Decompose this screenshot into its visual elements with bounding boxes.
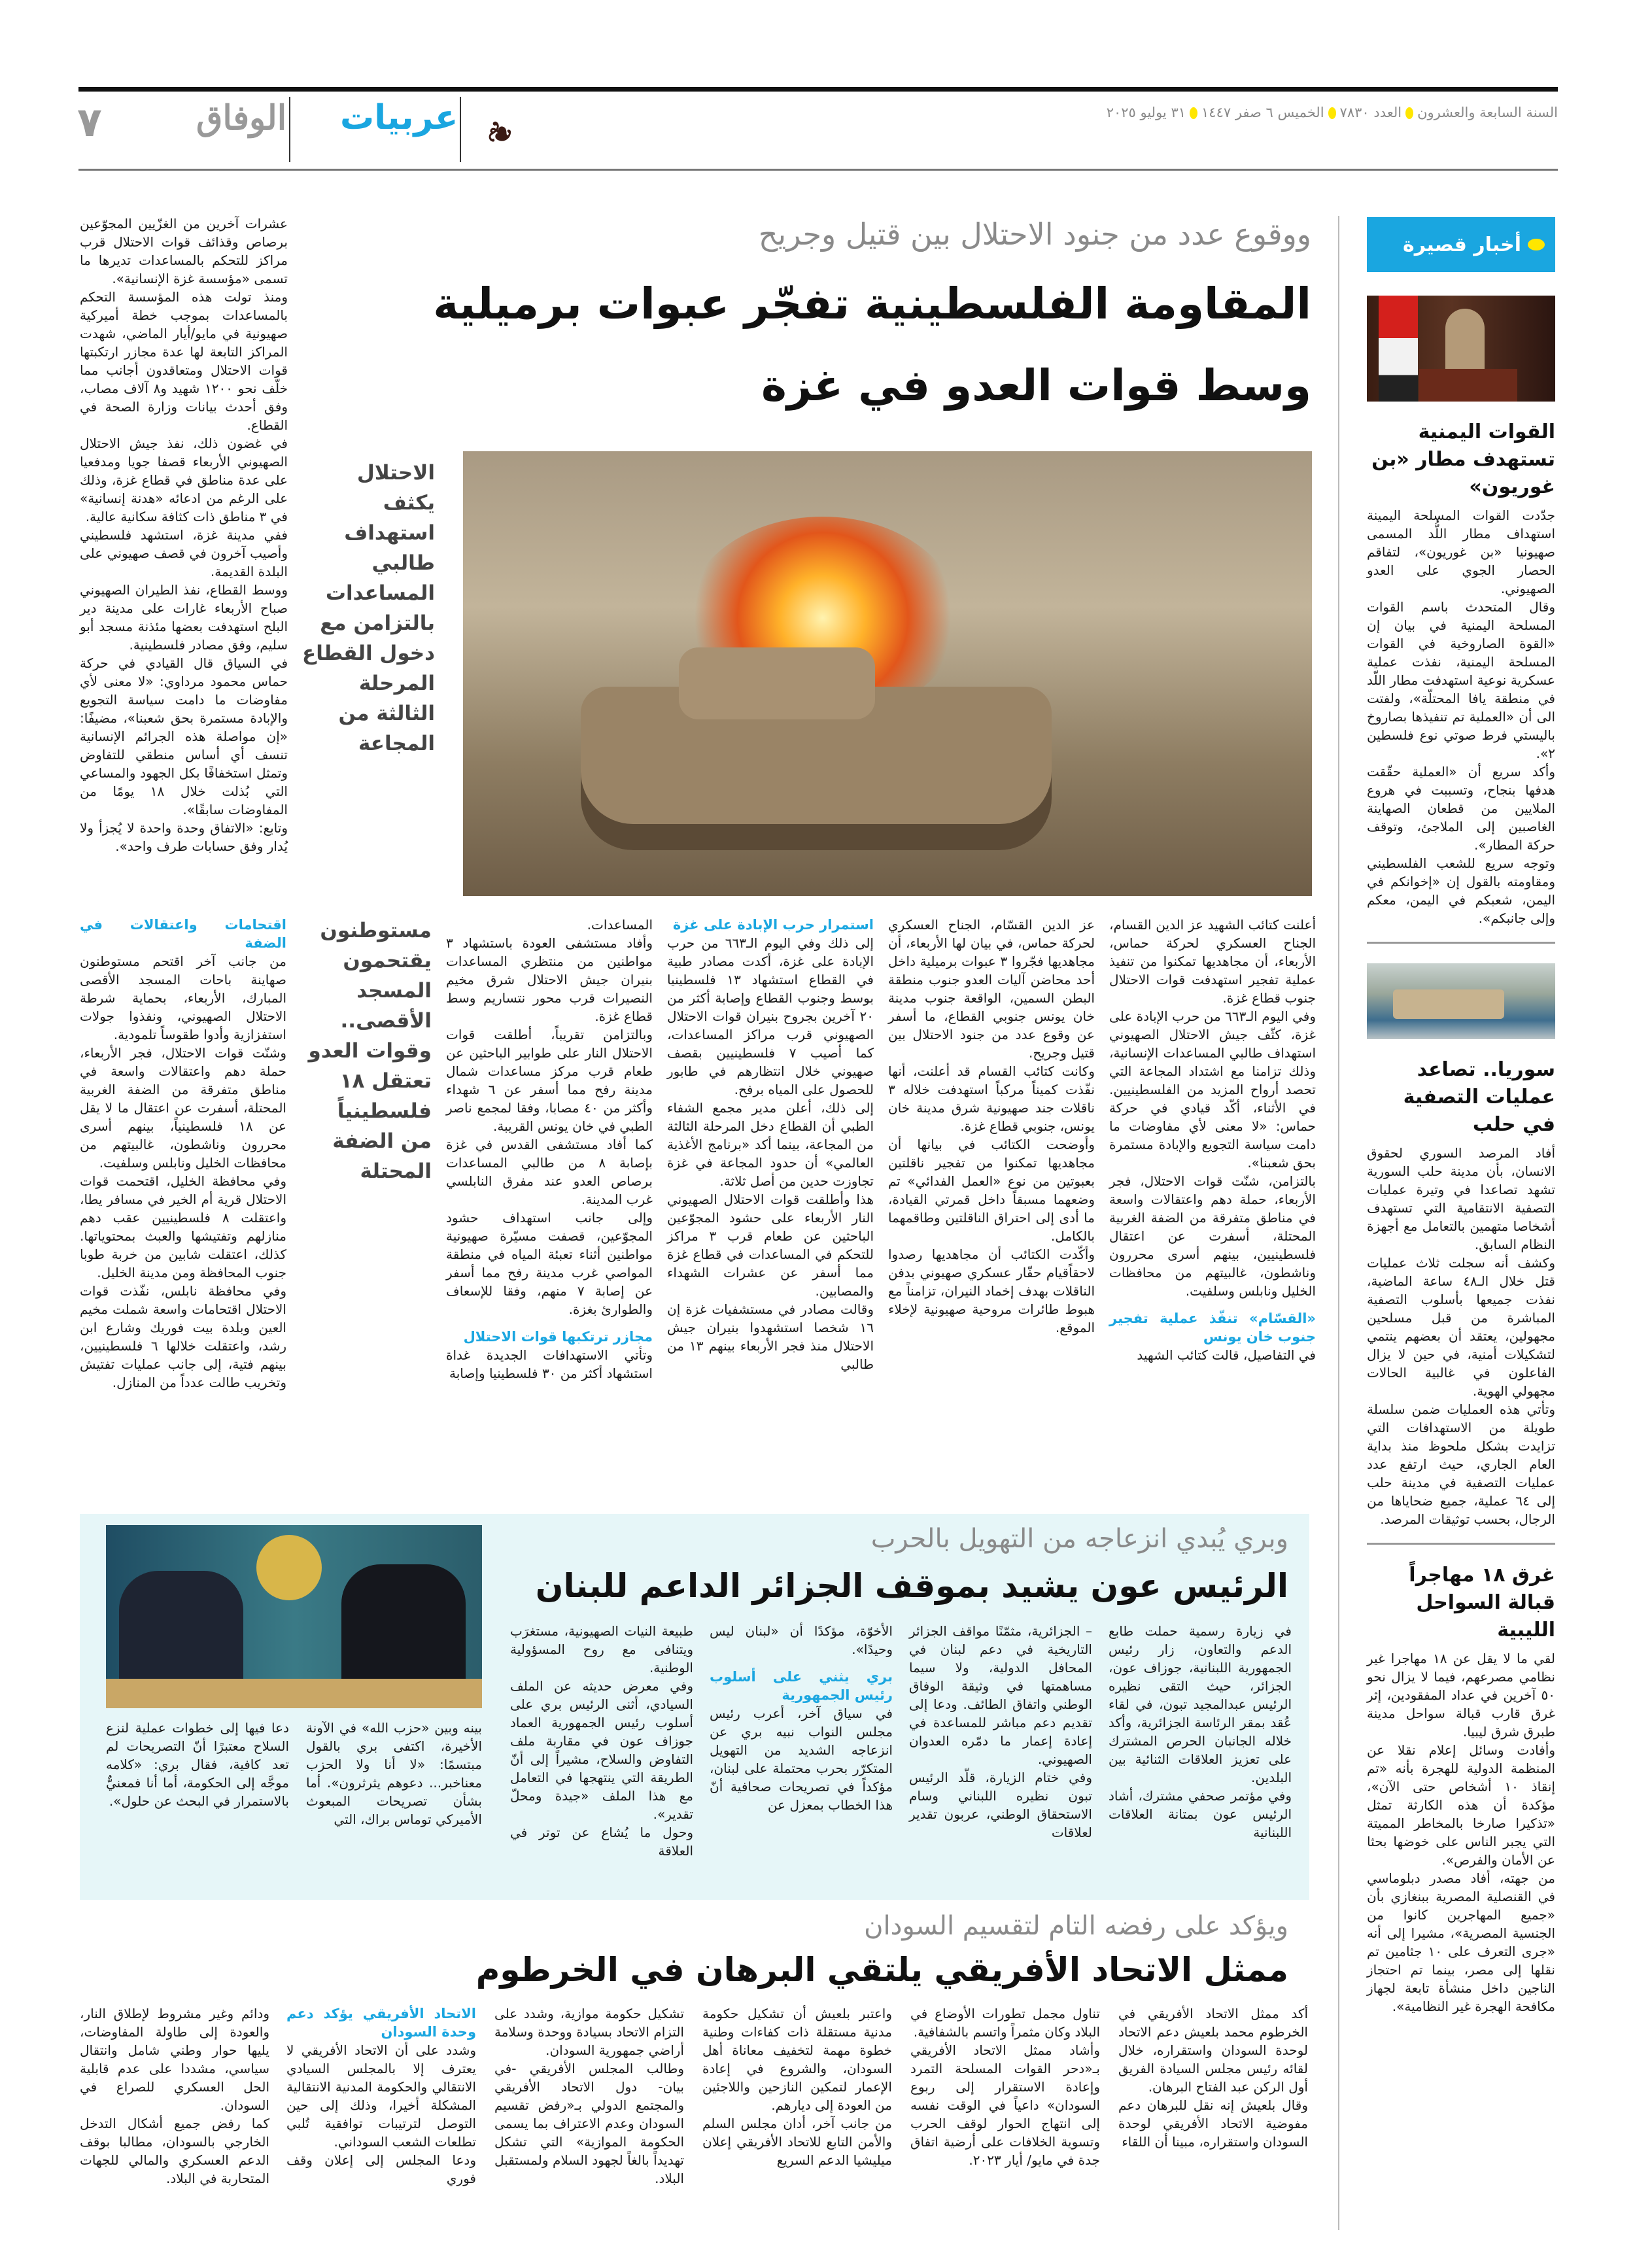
paragraph: وأشاد ممثل الاتحاد الأفريقي بـ«دحر القوات المسلحة التمرد وإعادة الاستقرار إلى ربوع السودان» داعياً في الوقت نفسه إلى انتهاج الحوار لوقف الحرب وتسوية الخلافات على أرضية اتفاق جدة في مايو/ أيار ٢٠٢٣.: [910, 2042, 1100, 2168]
table: [106, 1679, 482, 1708]
paragraph: المساعدات.: [587, 917, 653, 933]
paragraph: دعا فيها إلى خطوات عملية لنزع السلاح معتبرًا أنّ التصريحات لم تعد كافية، فقال بري: «كلامه موجَّه إلى الحكومة، أما أنا فمعنيٌّ بالاستمرار في البحث عن حلول».: [106, 1720, 289, 1809]
subheading: «القسّام» تنفّذ عملية تفجير جنوب خان يونس: [1109, 1311, 1316, 1345]
lebanon-headline: الرئيس عون يشيد بموقف الجزائر الداعم للبنان: [535, 1567, 1288, 1605]
dateline-hijri: الخميس ٦ صفر ١٤٤٧: [1201, 105, 1324, 120]
subheading: استمرار حرب الإبادة على غزة: [672, 917, 874, 933]
paragraph: وفي محافظة نابلس، نفّذت قوات الاحتلال اقتحامات واسعة شملت مخيم العين وبلدة بيت فوريك وشارع ابن رشد، واعتقلت خلالها ٦ فلسطينيين، بينهم فتية، إلى جانب عمليات تفتيش وتخريب طالت عدداً من المنازل.: [80, 1283, 286, 1390]
paragraph: وفي اليوم الـ٦٦٣ من حرب الإبادة على غزة، كثّف جيش الاحتلال الصهيوني استهداف طالبي المساعدات الإنسانية، وذلك تزامنا مع اشتداد المجاعة التي تحصد أرواح المزيد من الفلسطينيين. في الأثناء، أكّد قيادي في حركة حماس: «لا معنى لأي مفاوضات ما دامت سياسة التجويع والإبادة مستمرة بحق شعبنا».: [1109, 1008, 1316, 1171]
paragraph: وفي ختام الزيارة، قلّد الرئيس تبون نظيره اللبناني وسام الاستحقاق الوطني، عربون تقدير لعلاقات: [909, 1770, 1092, 1840]
lead-column: [80, 916, 286, 1392]
yemen-spokesman-photo: [1367, 296, 1555, 402]
paragraph: من جانب آخر اقتحم مستوطنون صهاينة باحات المسجد الأقصى المبارك، الأربعاء، بحماية شرطة الاحتلال الصهيوني، ونفذوا جولات استفزازية وأدوا طقوساً تلمودية.: [80, 954, 286, 1042]
brief-body: [1367, 1649, 1555, 2016]
podium: [1419, 369, 1517, 402]
paragraph: من جانب آخر، أدان مجلس السلم والأمن التابع للاتحاد الأفريقي إعلان ميليشيا الدعم السريع: [702, 2116, 892, 2168]
divider: [1367, 1543, 1555, 1545]
briefs-label-box: [1367, 217, 1555, 272]
paragraph: ووسط القطاع، نفذ الطيران الصهيوني صباح الأربعاء غارات على مدينة دير البلح استهدفت بعضها مئذنة مسجد أبو سليم، وفق مصادر فلسطينية.: [80, 582, 288, 653]
paragraph: وقال بلعيش إنه نقل للبرهان دعم مفوضية الاتحاد الأفريقي لوحدة السودان واستقراره، مبينا أن اللقاء: [1118, 2097, 1308, 2150]
flag-image: [1379, 296, 1418, 402]
paragraph: جدّدت القوات المسلحة اليمينة استهداف مطار اللُّد المسمى صهيونيا «بن غوريون»، لتفاقم الحصار الجوي على العدو الصهيوني.: [1367, 507, 1555, 596]
lebanon-column: [510, 1622, 693, 1860]
paragraph: لقي ما لا يقل عن ١٨ مهاجرا غير نظامي مصرعهم، فيما لا يزال نحو ٥٠ آخرين في عداد المفقودين، إثر غرق قارب قبالة سواحل مدينة طبرق شرق ليبيا.: [1367, 1651, 1555, 1740]
tank-explosion-photo: [463, 451, 1312, 896]
lebanon-column: [1109, 1622, 1292, 1842]
tank-turret: [679, 647, 875, 719]
paragraph: إلى ذلك وفي اليوم الـ٦٦٣ من حرب الإبادة على غزة، أكدت مصادر طبية في القطاع استشهاد ١٣ فلسطينيا بوسط وجنوب القطاع وإصابة أكثر من ٢٠ آخرين بجروح بنيران قوات الاحتلال الصهيوني قرب مراكز المساعدات، كما أصيب ٧ فلسطينيين بقصف صهيوني خلال انتظارهم في طابور للحصول على المياه برفح.: [667, 935, 874, 1097]
paragraph: وشدد على أن الاتحاد الأفريقي لا يعترف إلا بالمجلس السيادي الانتقالي والحكومة المدنية الانتقالية المشكلة أخيرا، وذلك إلى حين التوصل لترتيبات توافقية تُلبي تطلعات الشعب السوداني.: [286, 2042, 476, 2150]
paragraph: في زيارة رسمية حملت طابع الدعم والتعاون، زار رئيس الجمهورية اللبنانية، جوزاف عون، الجزائر، حيث التقى نظيره الرئيس عبدالمجيد تبون، في لقاء عُقد بمقر الرئاسة الجزائرية، وأكد خلاله الجانبان الحرص المشترك على تعزيز العلاقات الثنائية بين البلدين.: [1109, 1623, 1292, 1785]
lebanon-column: [106, 1719, 289, 1810]
paragraph: وشنّت قوات الاحتلال، فجر الأربعاء، حملة دهم واعتقالات واسعة في مناطق متفرقة من الضفة الغربية المحتلة، أسفرت عن اعتقال ما لا يقل عن ١٨ فلسطينياً، بينهم أسرى محررون وناشطون، غالبيتهم من محافظات الخليل ونابلس وسلفيت.: [80, 1045, 287, 1171]
paragraph: ودعا المجلس إلى إعلان وقف فوري: [286, 2152, 476, 2186]
sudan-column: [1118, 2004, 1308, 2151]
lebanon-column: [306, 1719, 482, 1829]
lebanon-kicker: وبري يُبدي انزعاجه من التهويل بالحرب: [870, 1524, 1288, 1554]
paragraph: بينه وبين «حزب الله» في الآونة الأخيرة، اكتفى بري بالقول مبتسمًا: «لا أنا ولا الحزب معناخبر... دعوهم يثرثرون». أما بشأن تصريحات المبعوث الأميركي توماس براك، التي: [306, 1720, 482, 1827]
paragraph: وقال المتحدث باسم القوات المسلحة اليمنية في بيان إن «القوة الصاروخية في القوات المسلحة اليمنية، نفذت عملية عسكرية نوعية استهدفت مطار اللّد في منطقة يافا المحتلّة»، ولفتت الى أن «العملية تم تنفيذها بصاروخ باليستي فرط صوتي نوع فلسطين ٢».: [1367, 599, 1555, 761]
paragraph: عز الدين القسّام، الجناح العسكري لحركة حماس، في بيان لها الأربعاء، أن مجاهديها فجّروا ٣ عبوات برميلية داخل أحد محاضن آليات العدو جنوب منطقة البطن السمين، الواقعة جنوب مدينة خان يونس جنوبي القطاع، ما أسفر عن وقوع عدد من جنود الاحتلال بين قتيل وجريح.: [888, 917, 1095, 1061]
person-left: [119, 1571, 243, 1682]
paragraph: وفي محافظة الخليل، اقتحمت قوات الاحتلال قرية أم الخير في مسافر يطا، واعتقلت ٨ فلسطينيين عقب دهم منازلهم وتفتيشها والعبث بمحتوياتها. كذلك، اعتقلت شابين من خربة طوبا جنوب المحافظة ومن مدينة الخليل.: [80, 1173, 286, 1280]
sudan-column: [910, 2004, 1100, 2169]
paragraph: وفي مؤتمر صحفي مشترك، أشاد الرئيس عون بمتانة العلاقات اللبنانية: [1109, 1788, 1292, 1840]
briefs-label: أخبار قصيرة: [1403, 233, 1521, 256]
paragraph: وفي معرض حديثه عن الملف السيادي، أثنى الرئيس بري على أسلوب رئيس الجمهورية العماد جوزاف عون في مقاربة ملف التفاوض والسلاح، مشيراً إلى أنّ الطريقة التي ينتهجها في التعامل مع هذا الملف «جيدة ومحلّ تقدير».: [510, 1678, 693, 1822]
paragraph: ودائم وغير مشروط لإطلاق النار، والعودة إلى طاولة المفاوضات، يليها حوار وطني شامل وانتقال سياسي، مشددا على عدم قابلية الحل العسكري للصراع في السودان.: [80, 2006, 269, 2113]
bullet-icon: [1190, 107, 1197, 119]
dateline-issue: العدد ٧٨٣٠: [1339, 105, 1402, 120]
bullet-icon: [1328, 107, 1336, 119]
header-bottom-rule: [78, 169, 1558, 171]
divider: [1367, 942, 1555, 944]
paragraph: ومنذ تولت هذه المؤسسة التحكم بالمساعدات بموجب خطة أميركية صهيونية في مايو/أيار الماضي، شهدت المراكز التابعة لها عدة مجازر ارتكبتها قوات الاحتلال ومتعاقدون أجانب مما خلّف نحو ١٢٠٠ شهيد و٨ آلاف مصاب، وفق أحدث بيانات وزارة الصحة في القطاع.: [80, 289, 288, 433]
brief-title: القوات اليمنية تستهدف مطار «بن غوريون»: [1371, 421, 1555, 498]
paragraph: وحول ما يُشاع عن توتر في العلاقة: [510, 1825, 693, 1859]
paragraph: في التفاصيل، قالت كتائب الشهيد: [1137, 1347, 1316, 1363]
paragraph: وأوضحت الكتائب في بيانها أن مجاهديها تمكنوا من تفجير ناقلتين بعبوتين من نوع «العمل الفدائي» تم وضعهما مسبقاً داخل قمرتي القيادة، ما أدى إلى احتراق الناقلتين وطاقمهما بالكامل.: [888, 1137, 1095, 1244]
column-divider: [1338, 216, 1339, 2230]
brief-title: غرق ١٨ مهاجراً قبالة السواحل الليبية: [1409, 1564, 1555, 1641]
paragraph: في غضون ذلك، نفذ جيش الاحتلال الصهيوني الأربعاء قصفا جويا ومدفعيا على عدة مناطق في قطاع غزة، وذلك على الرغم من ادعائه «هدنة إنسانية» في ٣ مناطق ذات كثافة سكانية عالية.: [80, 436, 288, 524]
masthead-logo: الوفاق: [196, 98, 287, 138]
subheading: مجازر ترتكبها قوات الاحتلال: [463, 1329, 653, 1345]
paragraph: في السياق قال القيادي في حركة حماس محمود مرداوي: «لا معنى لأي مفاوضات ما دامت سياسة التجويع والإبادة مستمرة بحق شعبنا»، مضيفًا: «إن مواصلة هذه الجرائم الإنسانية تنسف أي أساس منطقي للتفاوض وتمثل استخفافًا بكل الجهود والمساعي التي بُذلت خلال ١٨ يومًا من المفاوضات سابقًا».: [80, 655, 288, 817]
speaker-figure: [1445, 309, 1485, 374]
header-divider: [289, 97, 290, 162]
paragraph: من جهته، أفاد مصدر دبلوماسي في القنصلية المصرية ببنغازي بأن «جميع المهاجرين كانوا من الجنسية المصرية»، مشيرا إلى أنه «جرى التعرف على ١٠ جثامين تم نقلها إلى مصر، بينما تم احتجاز الناجين داخل منشأة تابعة لجهاز مكافحة الهجرة غير النظامية».: [1367, 1870, 1556, 2014]
paragraph: تشكيل حكومة موازية، وشدد على التزام الاتحاد بسيادة ووحدة وسلامة أراضي جمهورية السودان.: [494, 2006, 684, 2058]
brief-body: [1367, 1144, 1555, 1528]
paragraph: الأخوّة، مؤكدًا أن «لبنان ليس وحيدًا».: [710, 1623, 893, 1657]
paragraph: أفاد المرصد السوري لحقوق الانسان، بأن مدينة حلب السورية تشهد تصاعدا في وتيرة عمليات التصفية الانتقامية التي تستهدف أشخاصا متهمين بالتعامل مع أجهزة النظام السابق.: [1367, 1145, 1555, 1252]
paragraph: بالتزامن، شنّت قوات الاحتلال، فجر الأربعاء، حملة دهم واعتقالات واسعة في مناطق متفرقة من الضفة الغربية المحتلة، أسفرت عن اعتقال فلسطينيين، بينهم أسرى محررون وناشطون، غالبيتهم من محافظات الخليل ونابلس وسلفيت.: [1109, 1173, 1316, 1299]
paragraph: وأكّدت الكتائب أن مجاهديها رصدوا لاحقاًقيام حفّار عسكري صهيوني بدفن الناقلات بهدف إخماد النيران، تزامناً مع هبوط طائرات مروحية صهيونية لإخلاء الموقع.: [888, 1246, 1095, 1335]
sudan-kicker: ويؤكد على رفضه التام لتقسيم السودان: [864, 1911, 1288, 1941]
lebanon-column: [909, 1622, 1092, 1842]
brief-title: سوريا.. تصاعد عمليات التصفية في حلب: [1403, 1058, 1555, 1136]
paragraph: وتابع: «الاتفاق وحدة واحدة لا يُجزأ ولا يُدار وفق حسابات طرف واحد».: [80, 820, 288, 854]
paragraph: وإلى جانب استهداف حشود المجوّعين، قصفت مسيّرة صهيونية مواطنين أثناء تعبئة المياه في منطقة المواصي غرب مدينة رفح مما أسفر عن إصابة ٧ منهم، وفقا للإسعاف والطوارئ بغزة.: [446, 1210, 653, 1317]
paragraph: وقالت مصادر في مستشفيات غزة إن ١٦ شخصا استشهدوا بنيران جيش الاحتلال منذ فجر الأربعاء بينهم ١٣ من طالبي: [667, 1301, 874, 1372]
paragraph: وتوجه سريع للشعب الفلسطيني ومقاومته بالقول إن «إخوانكم في اليمن، شعبكم في اليمن، معكم وإلى جانبكم».: [1367, 855, 1555, 926]
dateline: [1107, 105, 1558, 120]
brief-body: [1367, 506, 1555, 927]
bullet-icon: [1405, 107, 1413, 119]
paragraph: ففي مدينة غزة، استشهد فلسطيني وأصيب آخرون في قصف صهيوني على البلدة القديمة.: [80, 527, 288, 579]
syria-gunmen-photo: [1367, 963, 1555, 1039]
subheading: بري يثني على أسلوب رئيس الجمهورية: [710, 1669, 893, 1703]
dateline-year: السنة السابعة والعشرون: [1417, 105, 1558, 120]
paragraph: أكد ممثل الاتحاد الأفريقي في الخرطوم محمد بلعيش دعم الاتحاد لوحدة السودان واستقراره، خلال لقائه رئيس مجلس السيادة الفريق أول الركن عبد الفتاح البرهان.: [1118, 2006, 1308, 2095]
pull-quote: مستوطنون يقتحمون المسجد الأقصى.. وقوات العدو تعتقل ١٨ فلسطينياً من الضفة المحتلة: [308, 919, 432, 1183]
sudan-column: [702, 2004, 892, 2169]
paragraph: وطالب المجلس الأفريقي -في بيان- دول الاتحاد الأفريقي والمجتمع الدولي بـ«رفض تقسيم السودان وعدم الاعتراف بما يسمى الحكومة الموازية» التي تشكل تهديداً بالغاً لجهود السلام ولمستقبل البلاد.: [494, 2061, 684, 2186]
paragraph: وتأتي هذه العمليات ضمن سلسلة طويلة من الاستهدافات التي تزايدت بشكل ملحوظ منذ بداية العام الجاري، حيث ارتفع عدد عمليات التصفية في مدينة حلب إلى ٦٤ عملية، جميع ضحاياها من الرجال، بحسب توثيقات المرصد.: [1367, 1401, 1555, 1527]
paragraph: واعتبر بلعيش أن تشكيل حكومة مدنية مستقلة ذات كفاءات وطنية خطوة مهمة لتخفيف معاناة أهل السودان، والشروع في إعادة الإعمار لتمكين النازحين واللاجئين من العودة إلى ديارهم.: [702, 2006, 892, 2113]
paragraph: وبالتزامن تقريباً، أطلقت قوات الاحتلال النار على طوابير الباحثين عن طعام قرب مركز مساعدات شمال مدينة رفح مما أسفر عن ٦ شهداء وأكثر من ٤٠ مصابا، وفقا لمجمع ناصر الطبي في خان يونس القريبة.: [446, 1027, 653, 1134]
pickup-truck: [1393, 989, 1504, 1019]
sudan-column: [80, 2004, 269, 2188]
lead-headline-line1: المقاومة الفلسطينية تفجّر عبوات برميلية: [433, 279, 1311, 329]
paragraph: طبيعة النيات الصهيونية، مستغرَب ويتنافى مع روح المسؤولية الوطنية.: [510, 1623, 693, 1675]
paragraph: هذا وأطلقت قوات الاحتلال الصهيوني النار الأربعاء على حشود المجوّعين الباحثين عن طعام قرب ٣ مراكز للتحكم في المساعدات في قطاع غزة مما أسفر عن عشرات الشهداء والمصابين.: [667, 1192, 874, 1299]
paragraph: إلى ذلك، أعلن مدير مجمع الشفاء الطبي أن القطاع دخل المرحلة الثالثة من المجاعة، بينما أكد «برنامج الأغذية العالمي» أن حدود المجاعة في غزة تجاوزت حدين من أصل ثلاثة.: [667, 1100, 874, 1189]
calligraphy-logo: ❦: [481, 116, 521, 150]
sudan-headline: ممثل الاتحاد الأفريقي يلتقي البرهان في الخرطوم: [475, 1951, 1288, 1989]
subheading: اقتحامات واعتقالات في الضفة: [80, 917, 286, 951]
paragraph: أعلنت كتائب الشهيد عز الدين القسام، الجناح العسكري لحركة حماس، الأربعاء، أن مجاهديها تمكنوا من تنفيذ عملية تفجير استهدفت قوات الاحتلال جنوب قطاع غزة.: [1109, 917, 1316, 1006]
paragraph: وكشف أنه سجلت ثلاث عمليات قتل خلال الـ٤٨ ساعة الماضية، نفذت جميعها بأسلوب التصفية المباشرة من قبل مسلحين مجهولين، يعتقد أن بعضهم ينتمي لتشكيلات أمنية، في حين لا يزال الفاعلون في غالبية الحالات مجهولي الهوية.: [1367, 1255, 1555, 1399]
paragraph: – الجزائرية، مثمّنًا مواقف الجزائر التاريخية في دعم لبنان في المحافل الدولية، ولا سيما مساهمتها في وثيقة الوفاق الوطني واتفاق الطائف. ودعا إلى تقديم دعم مباشر للمساعدة في إعادة إعمار ما دمّره العدوان الصهيوني.: [909, 1623, 1092, 1767]
section-title: عربيات: [340, 98, 458, 137]
person-right: [341, 1564, 466, 1682]
lead-kicker: ووقوع عدد من جنود الاحتلال بين قتيل وجريح: [758, 216, 1311, 252]
lead-column: [80, 215, 288, 855]
lebanon-column: [710, 1622, 893, 1814]
paragraph: وأفادت وسائل إعلام نقلا عن المنظمة الدولية للهجرة بأنه «تم إنقاذ ١٠ أشخاص حتى الآن»، مؤكدة أن هذه الكارثة تمثل «تذكيرا صارخا بالمخاطر المميتة التي يجبر الناس على خوضها بحثا عن الأمان والفرص».: [1367, 1742, 1555, 1868]
paragraph: وأفاد مستشفى العودة باستشهاد ٣ مواطنين من منتظري المساعدات بنيران جيش الاحتلال شرق مخيم النصيرات قرب محور نتساريم وسط قطاع غزة.: [446, 935, 653, 1024]
paragraph: وكانت كتائب القسام قد أعلنت، أنها نفّذت كميناً مركباً استهدفت خلاله ٣ ناقلات جند صهيونية شرق مدينة خان يونس، جنوبي قطاع غزة.: [888, 1063, 1095, 1134]
paragraph: عشرات آخرين من الغزّيين المجوّعين برصاص وقذائف قوات الاحتلال قرب مراكز للتحكم بالمساعدات تديرها ما تسمى «مؤسسة غزة الإنسانية».: [80, 216, 288, 286]
page-number: ٧: [77, 98, 102, 146]
lead-column: [1109, 916, 1316, 1364]
paragraph: وأكد سريع أن «العملية حقّقت هدفها بنجاح، وتسببت في هروع الملايين من قطعان الصهاينة الغاصبين إلى الملاجئ، وتوقف حركة المطار».: [1367, 764, 1555, 853]
pull-quote: الاحتلال يكثف استهداف طالبي المساعدات بالتزامن مع دخول القطاع المرحلة الثالثة من المجاعة: [302, 461, 435, 755]
sudan-column: [286, 2004, 476, 2188]
briefs-column: [1367, 217, 1555, 2016]
paragraph: كما رفض جميع أشكال التدخل الخارجي بالسودان، مطالبا بوقف الدعم العسكري والمالي للجهات المتحاربة في البلاد.: [80, 2116, 269, 2186]
paragraph: كما أفاد مستشفى القدس في غزة بإصابة ٨ من طالبي المساعدات برصاص العدو عند مفرق النابلسي غرب المدينة.: [446, 1137, 653, 1207]
bullet-icon: [1528, 239, 1545, 250]
lead-column: [446, 916, 653, 1383]
header-top-rule: [78, 87, 1558, 92]
sudan-column: [494, 2004, 684, 2188]
subheading: الاتحاد الأفريقي يؤكد دعم وحدة السودان: [286, 2006, 476, 2040]
lead-column: [888, 916, 1095, 1337]
emblem: [256, 1535, 322, 1600]
dateline-gregorian: ٣١ يوليو ٢٠٢٥: [1106, 105, 1186, 120]
header-divider: [460, 97, 461, 162]
lead-headline-line2: وسط قوات العدو في غزة: [761, 360, 1311, 411]
paragraph: في سياق آخر، أعرب رئيس مجلس النواب نبيه بري عن انزعاجه الشديد من التهويل المتكرّر بحرب محتملة على لبنان، مؤكداً في تصريحات صحافية أنّ هذا الخطاب بمعزل عن: [710, 1706, 893, 1813]
paragraph: تناول مجمل تطورات الأوضاع في البلاد وكان مثمراً واتسم بالشفافية.: [910, 2006, 1100, 2040]
paragraph: وتأتي الاستهدافات الجديدة غداة استشهاد أكثر من ٣٠ فلسطينيا وإصابة: [446, 1347, 653, 1381]
lead-column: [667, 916, 874, 1373]
aoun-tebboune-photo: [106, 1525, 482, 1708]
